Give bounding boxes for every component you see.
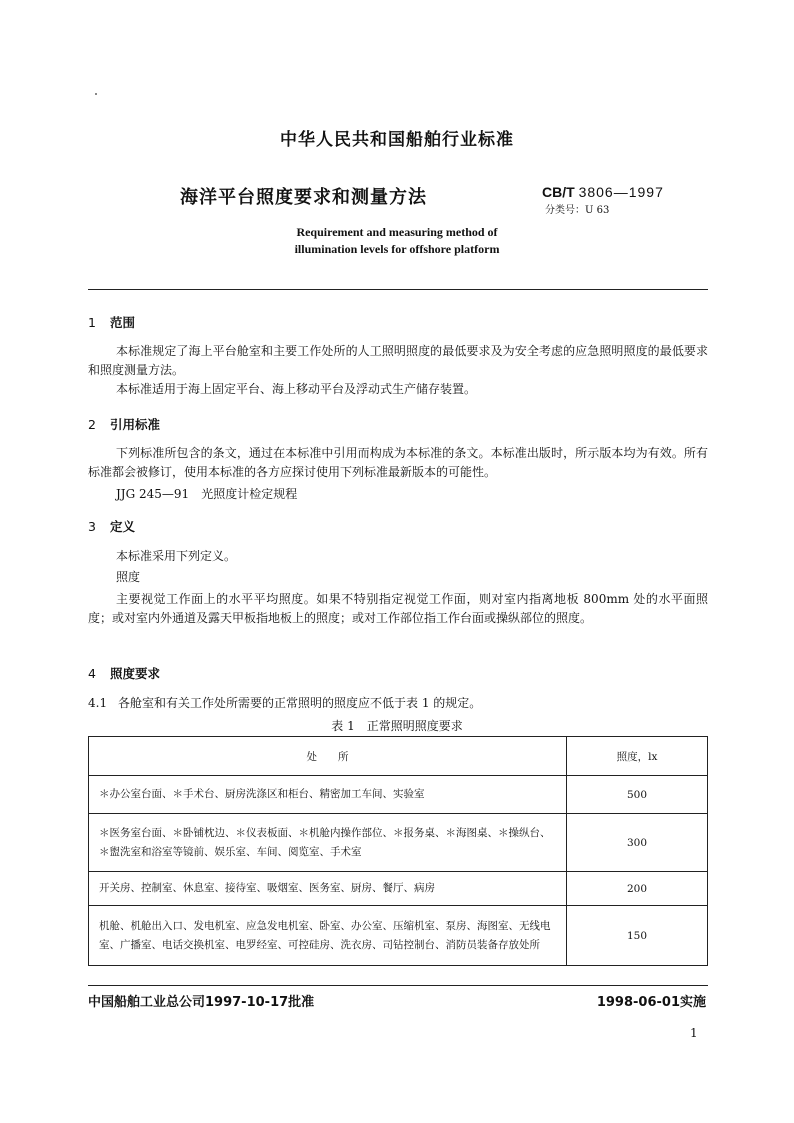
table-cell-place: 机舱、机舱出入口、发电机室、应急发电机室、卧室、办公室、压缩机室、泵房、海图室、无线电室、广播室、电话交换机室、电罗经室、可控硅房、洗衣房、司钻控制台、消防员装备存放处所 [89, 906, 567, 966]
section-4-number: 4 [88, 666, 96, 681]
document-title: 海洋平台照度要求和测量方法 [180, 187, 427, 208]
standard-code-number: 3806—1997 [578, 184, 664, 200]
section-1-para-1: 本标准规定了海上平台舱室和主要工作处所的人工照明照度的最低要求及为安全考虑的应急照明照度的最低要求和照度测量方法。 [88, 344, 708, 377]
table-cell-lux: 150 [567, 906, 708, 966]
english-title-line1: Requirement and measuring method of [296, 225, 498, 239]
table-header-place: 处 所 [89, 737, 567, 776]
section-4-title: 照度要求 [110, 666, 161, 681]
table-row [89, 814, 708, 872]
section-3-heading [88, 517, 135, 535]
english-title-line2: illumination levels for offshore platform [294, 242, 500, 256]
table-cell-lux: 500 [567, 776, 708, 814]
standard-code-prefix: CB/T [542, 184, 575, 200]
table-cell-lux: 300 [567, 814, 708, 872]
clause-4-1-number: 4.1 [88, 696, 108, 710]
table-header-row [89, 737, 708, 776]
table-row [89, 776, 708, 814]
table-header-lux: 照度，lx [567, 737, 708, 776]
header-divider [88, 289, 708, 290]
classification-number: 分类号：U 63 [545, 205, 610, 216]
table-cell-place: ＊办公室台面、＊手术台、厨房洗涤区和柜台、精密加工车间、实验室 [89, 776, 567, 814]
clause-4-1-text: 各舱室和有关工作处所需要的正常照明的照度应不低于表 1 的规定。 [118, 696, 482, 710]
section-3-title: 定义 [110, 519, 136, 534]
scan-speck [95, 93, 97, 95]
standard-code [542, 184, 664, 200]
section-3-number: 3 [88, 519, 96, 534]
table-cell-place: ＊医务室台面、＊卧铺枕边、＊仪表板面、＊机舱内操作部位、＊报务桌、＊海图桌、＊操纵台、＊盥洗室和浴室等镜前、娱乐室、车间、阅览室、手术室 [89, 814, 567, 872]
industry-standard-heading: 中华人民共和国船舶行业标准 [280, 130, 514, 150]
table-row [89, 872, 708, 906]
section-3-term: 照度 [116, 570, 141, 584]
illumination-table [88, 736, 708, 966]
section-1-number: 1 [88, 315, 96, 330]
section-3-definition: 主要视觉工作面上的水平平均照度。如果不特别指定视觉工作面，则对室内指离地板 800mm 处的水平面照度；或对室内外通道及露天甲板指地板上的照度；或对工作部位指工作台面或操纵部位的照度。 [88, 592, 708, 625]
table-cell-place: 开关房、控制室、休息室、接待室、吸烟室、医务室、厨房、餐厅、病房 [89, 872, 567, 906]
clause-4-1 [88, 694, 481, 711]
approval-line: 中国船舶工业总公司1997-10-17批准 [88, 995, 315, 1010]
section-2-number: 2 [88, 417, 96, 432]
footer-divider [88, 985, 708, 986]
english-title [0, 224, 794, 258]
table-1-caption: 表 1 正常照明照度要求 [331, 719, 463, 733]
table-cell-lux: 200 [567, 872, 708, 906]
section-2-heading [88, 415, 160, 433]
section-1-heading [88, 313, 135, 331]
section-1-para-2: 本标准适用于海上固定平台、海上移动平台及浮动式生产储存装置。 [116, 382, 477, 396]
section-2-title: 引用标准 [110, 417, 161, 432]
section-2-reference: JJG 245—91 光照度计检定规程 [116, 487, 298, 501]
page-number: 1 [690, 1026, 698, 1040]
section-3-para-1: 本标准采用下列定义。 [116, 549, 237, 563]
implementation-date: 1998-06-01实施 [596, 995, 706, 1010]
section-1-title: 范围 [110, 315, 136, 330]
table-row [89, 906, 708, 966]
section-4-heading [88, 664, 160, 682]
section-2-para-1: 下列标准所包含的条文，通过在本标准中引用而构成为本标准的条文。本标准出版时，所示版本均为有效。所有标准都会被修订，使用本标准的各方应探讨使用下列标准最新版本的可能性。 [88, 446, 708, 479]
